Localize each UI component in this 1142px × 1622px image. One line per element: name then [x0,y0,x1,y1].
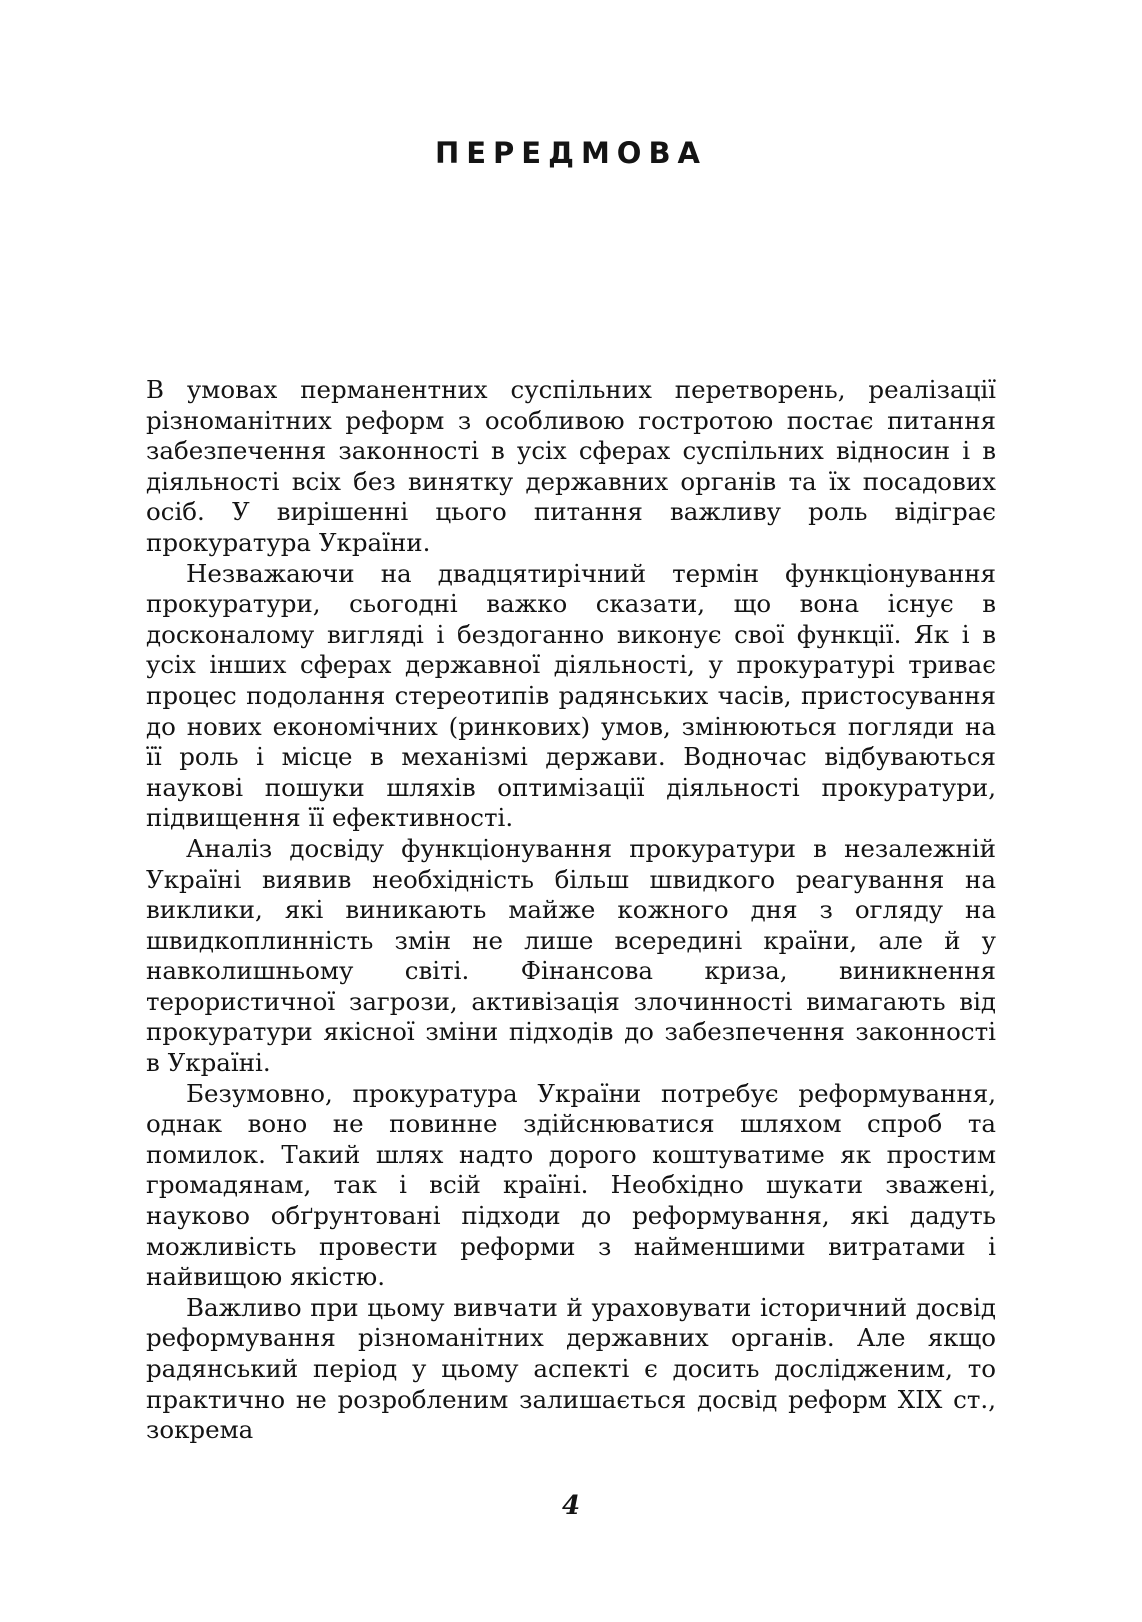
page-number: 4 [561,1491,581,1521]
paragraph-4: Безумовно, прокуратура України потребує реформування, однак воно не повинне здійснюватися шляхом спроб та помилок. Такий шлях надто дорого коштуватиме як простим громадянам, так і всій країні. Необхідно шукати зважені, науково обґрунтовані підходи до реформування, які дадуть можливість провести реформи з найменшими витратами і найвищою якістю. [146,1078,996,1292]
chapter-title: ПЕРЕДМОВА [434,136,708,170]
paragraph-2: Незважаючи на двадцятирічний термін функціонування прокуратури, сьогодні важко сказати, що вона існує в досконалому вигляді і бездоганно виконує свої функції. Як і в усіх інших сферах державної діяльності, у прокуратурі триває процес подолання стереотипів радянських часів, пристосування до нових економічних (ринкових) умов, змінюються погляди на її роль і місце в механізмі держави. Водночас відбуваються наукові пошуки шляхів оптимізації діяльності прокуратури, підвищення її ефективності. [146,558,996,833]
body-text [146,375,996,1446]
paragraph-5: Важливо при цьому вивчати й ураховувати історичний досвід реформування різноманітних державних органів. Але якщо радянський період у цьому аспекті є досить дослідженим, то практично не розробленим залишається досвід реформ XIX ст., зокрема [146,1292,996,1445]
paragraph-3: Аналіз досвіду функціонування прокуратури в незалежній Україні виявив необхідність більш швидкого реагування на виклики, які виникають майже кожного дня з огляду на швидкоплинність змін не лише всередині країни, але й у навколишньому світі. Фінансова криза, виникнення терористичної загрози, активізація злочинності вимагають від прокуратури якісної зміни підходів до забезпечення законності в Україні. [146,833,996,1078]
paragraph-1: В умовах перманентних суспільних перетворень, реалізації різноманітних реформ з особливою гостротою постає питання забезпечення законності в усіх сферах суспільних відносин і в діяльності всіх без винятку державних органів та їх посадових осіб. У вирішенні цього питання важливу роль відіграє прокуратура України. [146,375,996,557]
